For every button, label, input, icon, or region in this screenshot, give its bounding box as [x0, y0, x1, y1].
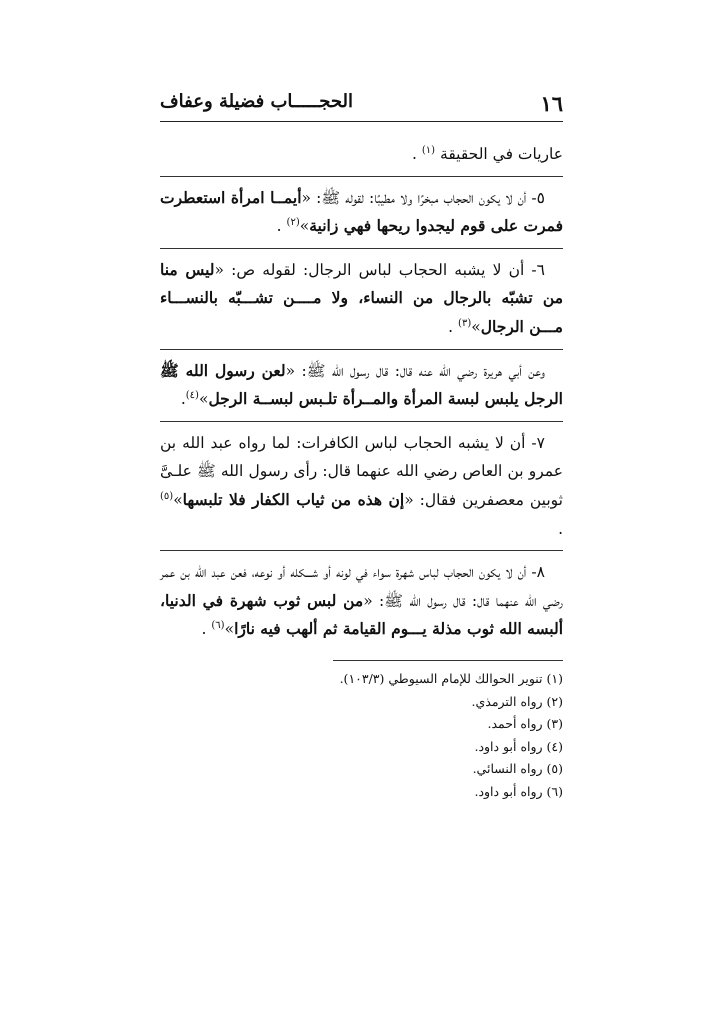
section-divider [160, 176, 563, 177]
footnote-ref-3: (٣) [458, 317, 472, 329]
footnote-4: (٤) رواه أبو داود. [474, 738, 563, 754]
page-header [160, 85, 563, 125]
quote-close-5: » [173, 490, 183, 509]
paragraph-6-end: . [201, 620, 207, 639]
hadith-quote-4: لعن رسول الله ﷺ الرجل يلبس لبسة المرأة والمــرأة تلـبس لبســة الرجل [160, 360, 563, 409]
paragraph-4 [160, 357, 563, 414]
section-divider [160, 248, 563, 249]
header-rule [160, 121, 563, 122]
quote-close-4: » [198, 390, 209, 409]
paragraph-2-text: ٥- أن لا يكون الحجاب مبخرًا ولا مطيبًا: لقوله ﷺ: « [301, 188, 545, 207]
footnote-separator [333, 660, 563, 661]
page-number: ١٦ [540, 91, 563, 116]
paragraph-1-end: . [412, 145, 417, 163]
footnote-ref-5: (٥) [160, 490, 174, 502]
footnote-3: (٣) رواه أحمد. [487, 716, 563, 732]
section-divider [160, 550, 563, 551]
paragraph-3-end: . [448, 317, 454, 336]
paragraph-3-text: ٦- أن لا يشبه الحجاب لباس الرجال: لقوله ص: « [214, 260, 545, 279]
footnote-2: (٢) رواه الترمذي. [471, 693, 563, 709]
paragraph-2-end: . [276, 217, 282, 236]
hadith-quote-6: من لبس ثوب شهرة في الدنيا، ألبسه الله ثوب مذلة يـــوم القيامة ثم ألهب فيه نارًا [160, 590, 563, 639]
section-divider [160, 421, 563, 422]
running-title: الحجـــــاب فضيلة وعفاف [160, 91, 353, 112]
main-text [160, 140, 563, 644]
section-divider [160, 349, 563, 350]
footnote-ref-4: (٤) [185, 390, 199, 401]
quote-close-3: » [471, 317, 481, 336]
footnotes [160, 668, 563, 804]
footnote-ref-2: (٢) [286, 217, 300, 229]
footnote-1: (١) تنوير الحوالك للإمام السيوطي (١٠٣/٣). [339, 671, 563, 686]
paragraph-1 [160, 140, 563, 169]
paragraph-5 [160, 429, 563, 543]
footnote-5: (٥) رواه النسائي. [472, 761, 563, 777]
footnote-6: (٦) رواه أبو داود. [474, 783, 563, 799]
paragraph-3 [160, 256, 563, 342]
paragraph-5-end: . [558, 519, 563, 538]
paragraph-4-end: . [180, 390, 186, 409]
hadith-quote-2: أيمــا امرأة استعطرت فمرت على قوم ليجدوا ريحها فهي زانية [160, 187, 563, 236]
quote-close-2: » [299, 217, 310, 236]
quote-close-6: » [224, 620, 235, 639]
footnote-ref-6: (٦) [211, 620, 225, 632]
footnote-ref-1: (١) [421, 144, 436, 156]
paragraph-6 [160, 558, 563, 644]
hadith-quote-3: ليس منا من تشبّه بالرجال من النساء، ولا مــــن تشـــبّه بالنســـاء مـــن الرجال [160, 259, 563, 336]
paragraph-2 [160, 184, 563, 241]
paragraph-4-text: وعن أبي هريرة رضي الله عنه قال: قال رسول الله ﷺ: « [285, 361, 545, 380]
hadith-quote-5: إن هذه من ثياب الكفار فلا تلبسها [182, 489, 405, 509]
paragraph-6-text: ٨- أن لا يكون الحجاب لباس شهرة سواء في لونه أو شـــكله أو نوعه، فعن عبد الله بن عمر رضي الله عنهما قال: قال رسول الله ﷺ: « [160, 563, 564, 610]
paragraph-5-text: ٧- أن لا يشبه الحجاب لباس الكافرات: لما رواه عبد الله بن عمرو بن العاص رضي الله عنهما قال: رأى رسول الله ﷺ علـىَّ ثوبين معصفرين فقال: « [160, 433, 563, 509]
paragraph-1-text: عاريات في الحقيقة [440, 145, 563, 163]
